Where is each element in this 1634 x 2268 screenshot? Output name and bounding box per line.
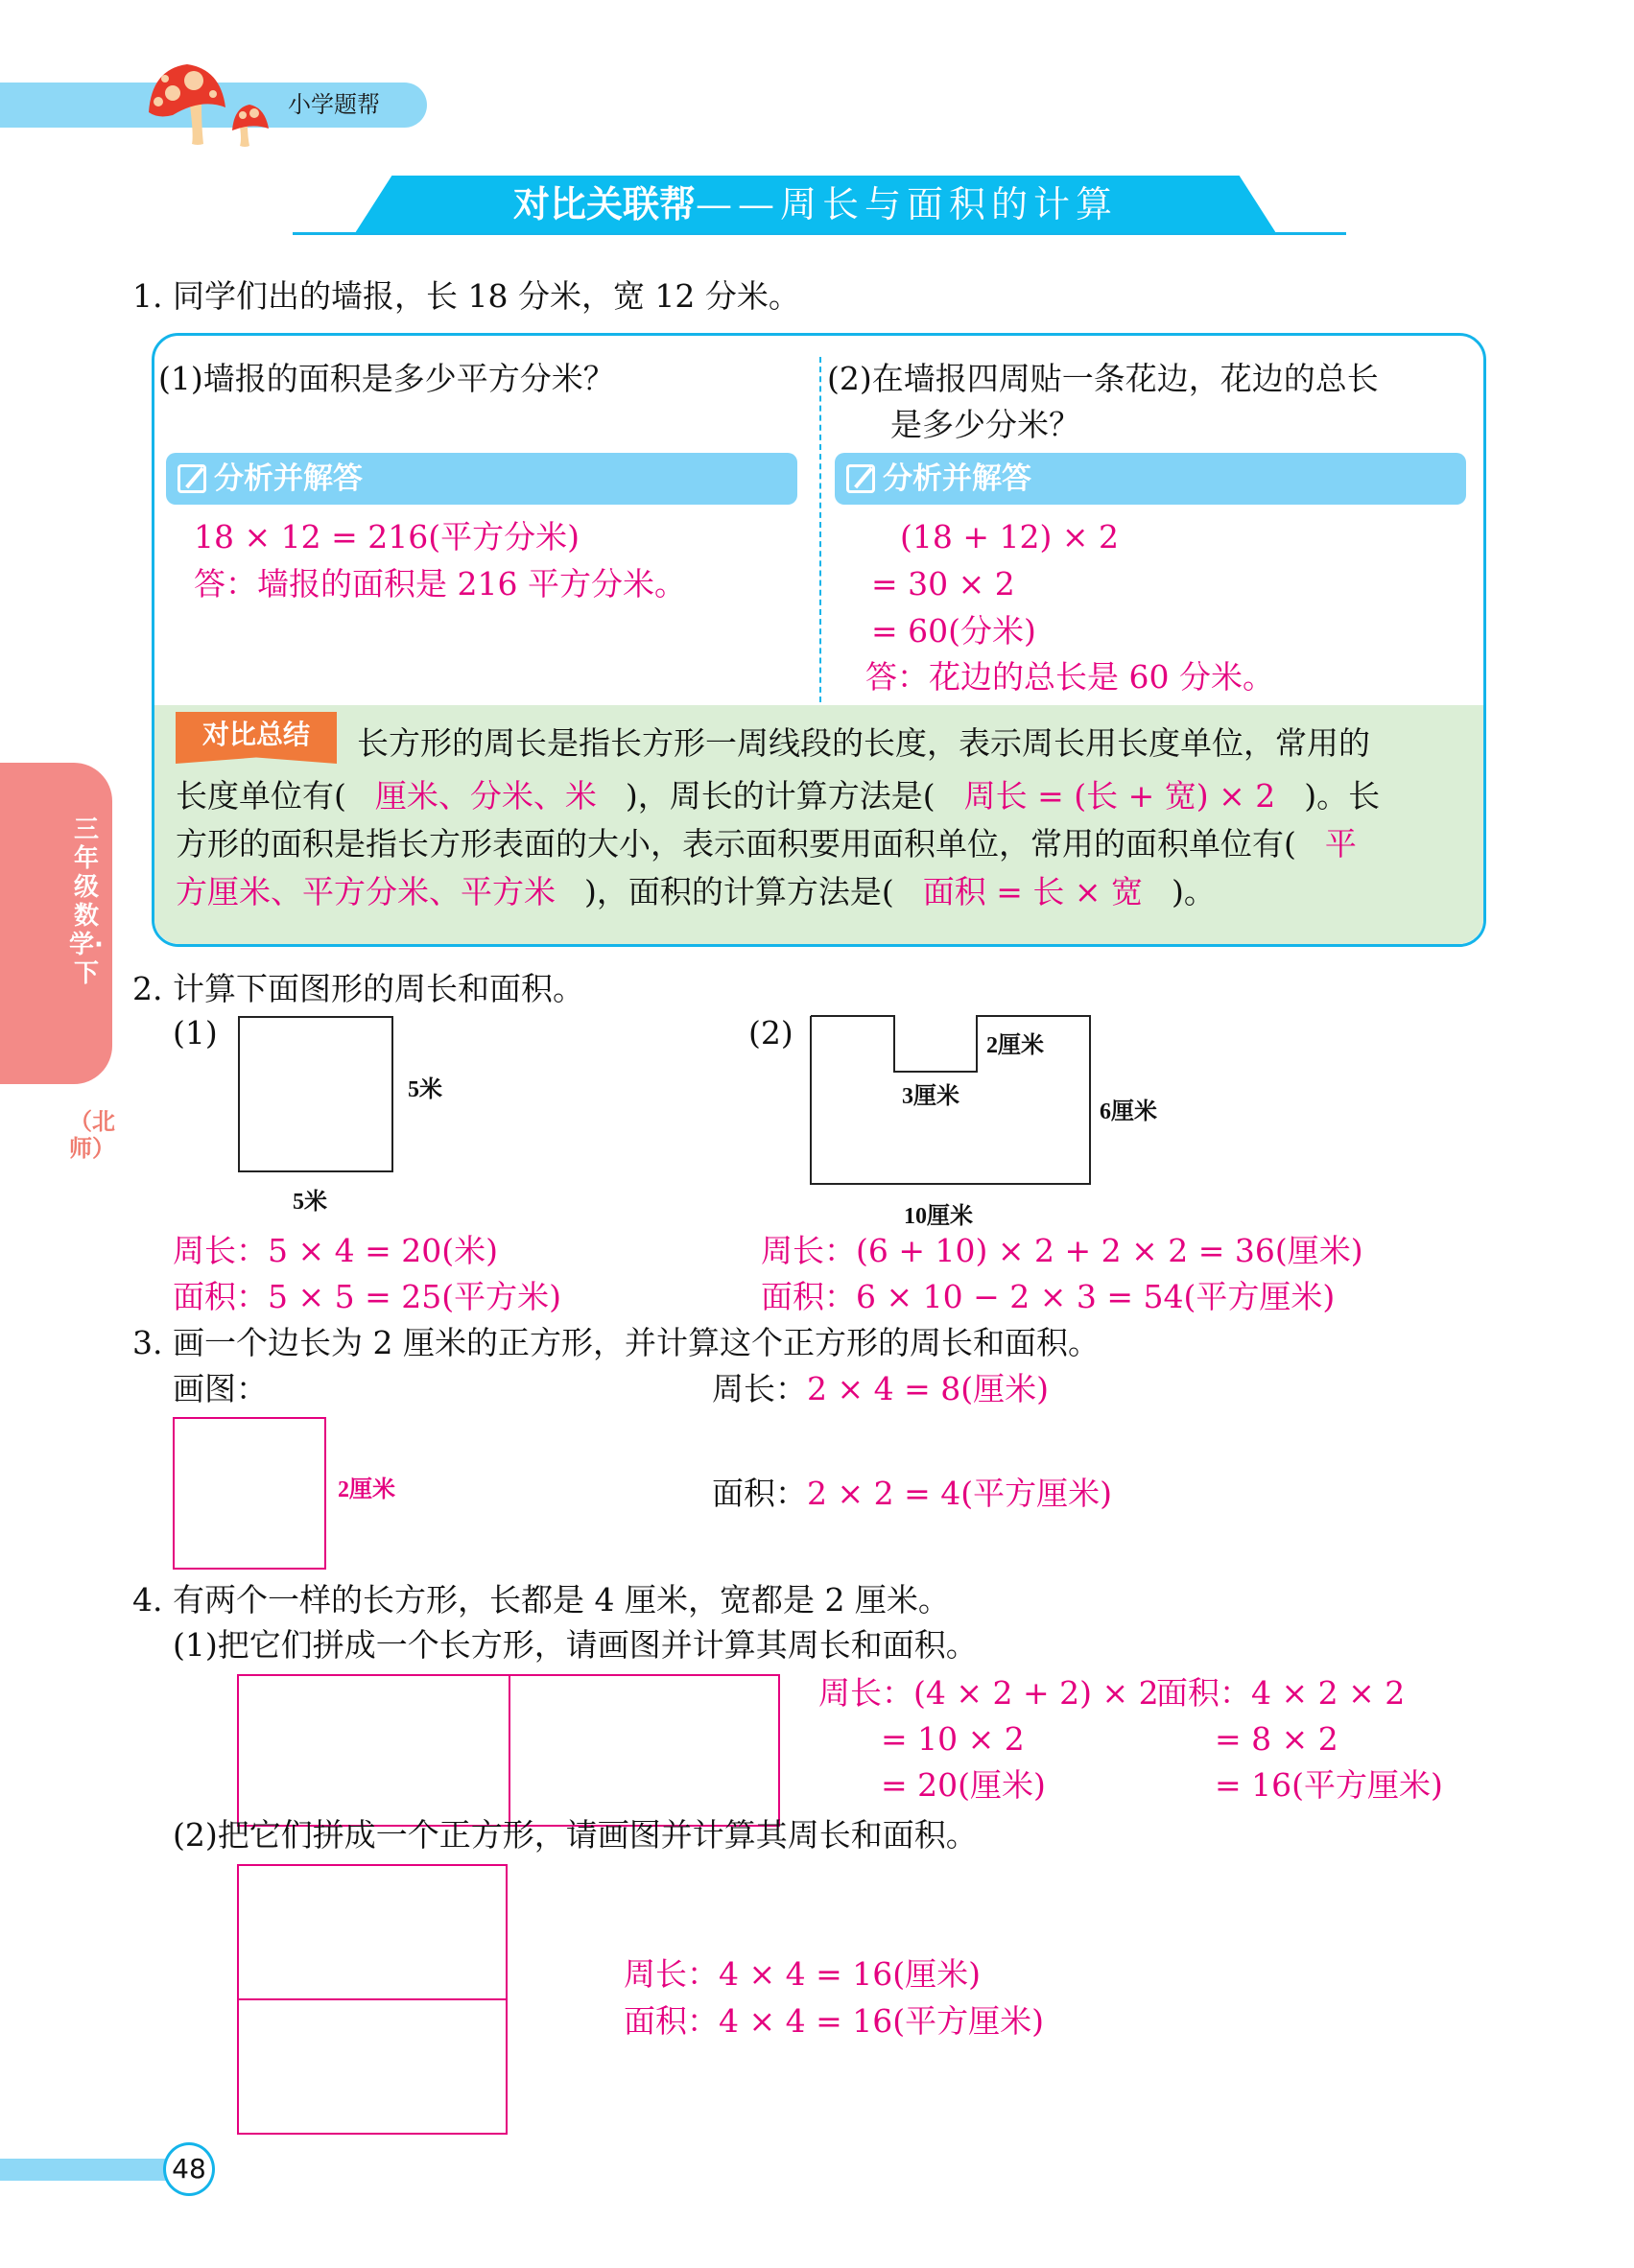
q2-fig2-area: 面积：6 × 10 − 2 × 3 = 54(平方厘米) bbox=[761, 1278, 1336, 1315]
summary-badge-label: 对比总结 bbox=[201, 719, 310, 750]
q3-square-label: 2厘米 bbox=[338, 1477, 395, 1502]
summary-answer-length-units: 厘米、分米、米 bbox=[374, 777, 597, 815]
summary-line-4 bbox=[176, 873, 1216, 911]
title-dash: —— bbox=[696, 183, 780, 225]
analyze-label-1: 分析并解答 bbox=[214, 461, 363, 496]
q2-fig1-bottom-label: 5米 bbox=[293, 1190, 327, 1215]
page-number: 48 bbox=[163, 2142, 215, 2196]
q1-sub2-answer-1: (18 + 12) × 2 bbox=[900, 518, 1119, 555]
pen-icon bbox=[178, 464, 206, 493]
summary-text: 方形的面积是指长方形表面的大小，表示面积要用面积单位，常用的面积单位有( bbox=[176, 825, 1296, 862]
analyze-bar-2 bbox=[835, 453, 1466, 505]
q1-sub2-answer-4: 答：花边的总长是 60 分米。 bbox=[865, 658, 1274, 696]
q4-sub1-divider bbox=[509, 1674, 510, 1827]
q1-sub1-answer-2: 答：墙报的面积是 216 平方分米。 bbox=[194, 565, 686, 602]
q1-divider bbox=[819, 357, 821, 702]
title-part1: 对比关联帮 bbox=[512, 183, 696, 225]
q4-sub1-perimeter-3: = 20(厘米) bbox=[881, 1766, 1046, 1804]
side-tab-edition: （北师） bbox=[69, 1108, 115, 1162]
q2-fig1-square bbox=[238, 1016, 393, 1172]
q2-fig1-perimeter: 周长：5 × 4 = 20(米) bbox=[173, 1232, 498, 1269]
q2-fig2-bottom-label: 10厘米 bbox=[904, 1204, 973, 1229]
summary-answer-area-formula: 面积 = 长 × 宽 bbox=[922, 873, 1144, 910]
summary-text: 长度单位有( bbox=[176, 777, 346, 815]
summary-answer-area-units-start: 平 bbox=[1324, 825, 1357, 862]
q2-fig2-notch-width-label: 3厘米 bbox=[902, 1084, 959, 1109]
q2-fig2-perimeter: 周长：(6 + 10) × 2 + 2 × 2 = 36(厘米) bbox=[761, 1232, 1363, 1269]
summary-line-2 bbox=[176, 777, 1380, 815]
q4-sub2-divider bbox=[237, 1998, 508, 2000]
q1-sub2-answer-2: = 30 × 2 bbox=[871, 565, 1015, 602]
q2-stem: 2. 计算下面图形的周长和面积。 bbox=[132, 970, 584, 1007]
title-part2: 周长与面积的计算 bbox=[780, 183, 1119, 225]
summary-answer-perimeter-formula: 周长 = (长 + 宽) × 2 bbox=[963, 777, 1276, 815]
q2-fig1-area: 面积：5 × 5 = 25(平方米) bbox=[173, 1278, 561, 1315]
q4-sub1-perimeter-2: = 10 × 2 bbox=[881, 1720, 1025, 1758]
q4-sub1-area-1: 面积：4 × 2 × 2 bbox=[1156, 1674, 1406, 1712]
brand-name: 小学题帮 bbox=[288, 91, 380, 118]
q3-area-answer: 2 × 2 = 4(平方厘米) bbox=[807, 1475, 1112, 1512]
q4-sub1-area-3: = 16(平方厘米) bbox=[1215, 1766, 1443, 1804]
side-tab-label: 三年级数学·下 bbox=[69, 815, 104, 988]
pen-icon bbox=[846, 464, 875, 493]
q3-perimeter-prefix: 周长： bbox=[712, 1370, 807, 1407]
q4-sub1-question: (1)把它们拼成一个长方形，请画图并计算其周长和面积。 bbox=[173, 1626, 978, 1664]
q1-sub2-question-line1: (2)在墙报四周贴一条花边，花边的总长 bbox=[827, 360, 1379, 397]
q3-stem: 3. 画一个边长为 2 厘米的正方形，并计算这个正方形的周长和面积。 bbox=[132, 1324, 1100, 1361]
q1-sub1-question: (1)墙报的面积是多少平方分米？ bbox=[158, 360, 615, 397]
summary-line-3 bbox=[176, 825, 1357, 863]
q2-fig1-side-label: 5米 bbox=[408, 1077, 442, 1102]
summary-text: )。 bbox=[1172, 873, 1216, 910]
analyze-bar-1 bbox=[166, 453, 797, 505]
q1-sub1-answer-1: 18 × 12 = 216(平方分米) bbox=[194, 518, 580, 555]
q3-draw-label: 画图： bbox=[173, 1370, 268, 1407]
q4-sub1-area-2: = 8 × 2 bbox=[1215, 1720, 1338, 1758]
mushroom-icon bbox=[144, 59, 278, 151]
page-number-bar bbox=[0, 2159, 168, 2181]
summary-text: )，周长的计算方法是( bbox=[625, 777, 935, 815]
q3-drawn-square bbox=[173, 1417, 326, 1570]
q3-perimeter-answer: 2 × 4 = 8(厘米) bbox=[807, 1370, 1049, 1407]
q2-fig1-label: (1) bbox=[173, 1014, 218, 1051]
q2-fig2-notch-depth-label: 2厘米 bbox=[986, 1033, 1044, 1058]
q2-fig2-label: (2) bbox=[748, 1014, 793, 1051]
q2-fig2-side-label: 6厘米 bbox=[1100, 1099, 1157, 1124]
analyze-label-2: 分析并解答 bbox=[883, 461, 1031, 496]
summary-line-1: 长方形的周长是指长方形一周线段的长度，表示周长用长度单位，常用的 bbox=[357, 724, 1370, 762]
q4-sub2-perimeter: 周长：4 × 4 = 16(厘米) bbox=[624, 1955, 981, 1993]
q4-stem: 4. 有两个一样的长方形，长都是 4 厘米，宽都是 2 厘米。 bbox=[132, 1581, 950, 1618]
q3-perimeter bbox=[712, 1370, 1049, 1408]
q4-sub2-question: (2)把它们拼成一个正方形，请画图并计算其周长和面积。 bbox=[173, 1816, 978, 1854]
q4-sub1-perimeter-1: 周长：(4 × 2 + 2) × 2 bbox=[818, 1674, 1159, 1712]
q1-sub2-answer-3: = 60(分米) bbox=[871, 612, 1036, 650]
summary-text: )，面积的计算方法是( bbox=[584, 873, 894, 910]
summary-text: )。长 bbox=[1304, 777, 1381, 815]
summary-answer-area-units: 方厘米、平方分米、平方米 bbox=[176, 873, 556, 910]
q3-area bbox=[712, 1475, 1112, 1513]
q3-area-prefix: 面积： bbox=[712, 1475, 807, 1512]
q1-sub2-question-line2: 是多少分米？ bbox=[890, 406, 1080, 443]
q1-stem: 1. 同学们出的墙报，长 18 分米，宽 12 分米。 bbox=[132, 277, 800, 315]
page-title bbox=[355, 180, 1276, 228]
q4-sub2-area: 面积：4 × 4 = 16(平方厘米) bbox=[624, 2002, 1044, 2040]
